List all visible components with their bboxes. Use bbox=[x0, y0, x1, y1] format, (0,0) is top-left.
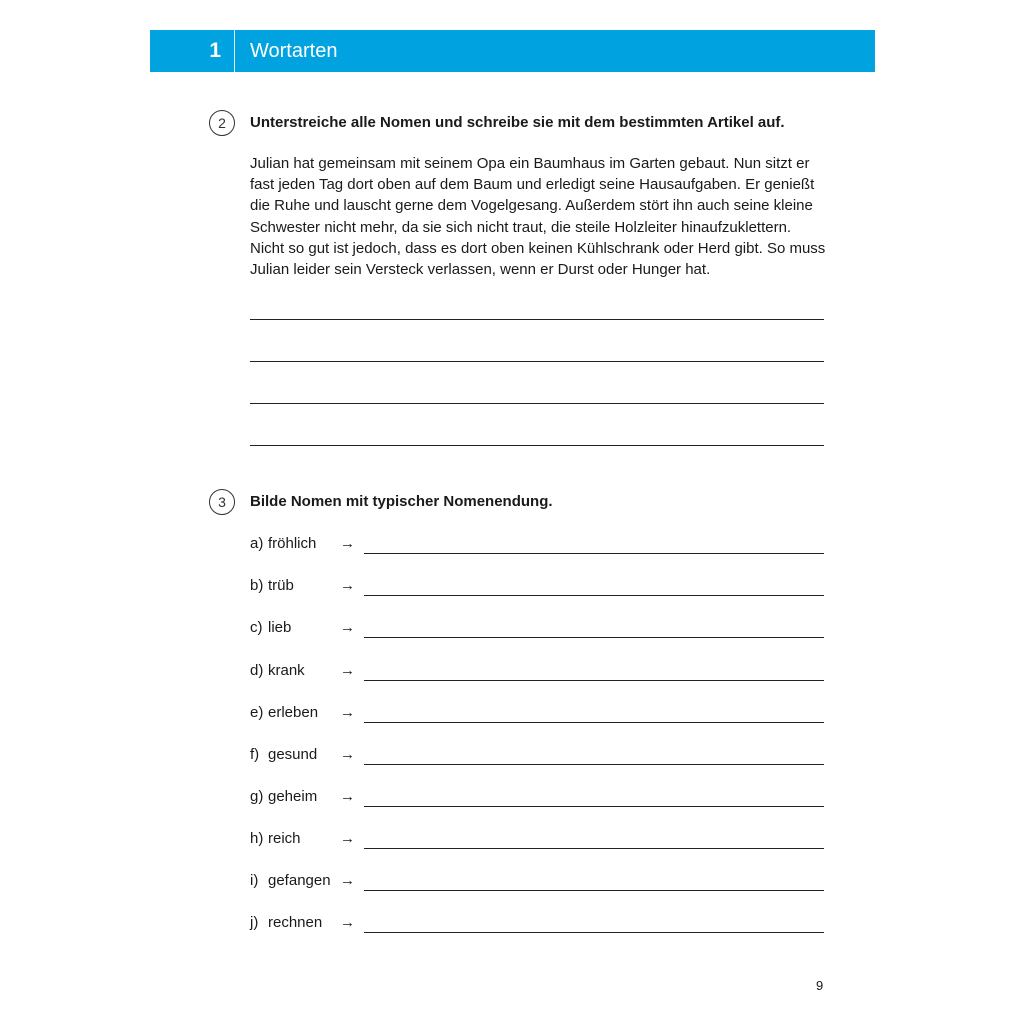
chapter-title: Wortarten bbox=[250, 40, 338, 62]
exercise-3-number: 3 bbox=[209, 489, 235, 515]
item-word: fröhlich bbox=[268, 535, 317, 552]
item-letter: d) bbox=[250, 662, 264, 679]
passage-line: die Ruhe und lauscht gerne dem Vogelgesang. Außerdem stört ihn auch seine kleine bbox=[250, 197, 813, 215]
item-word: erleben bbox=[268, 704, 319, 721]
item-letter: e) bbox=[250, 704, 264, 721]
word-item bbox=[250, 829, 824, 849]
passage-line: Julian hat gemeinsam mit seinem Opa ein Baumhaus im Garten gebaut. Nun sitzt er bbox=[250, 155, 810, 172]
passage-line: fast jeden Tag dort oben auf dem Baum und erledigt seine Hausaufgaben. Er genießt bbox=[250, 176, 815, 194]
arrow-icon: → bbox=[340, 619, 355, 636]
arrow-icon: → bbox=[340, 662, 355, 679]
item-letter: j) bbox=[250, 914, 259, 931]
answer-line[interactable] bbox=[364, 680, 824, 681]
answer-line[interactable] bbox=[364, 595, 824, 596]
item-word: rechnen bbox=[268, 914, 323, 931]
answer-line[interactable] bbox=[364, 806, 824, 807]
item-letter: a) bbox=[250, 535, 264, 552]
item-word: trüb bbox=[268, 577, 294, 594]
writing-line[interactable] bbox=[250, 445, 824, 446]
exercise-2-passage bbox=[250, 153, 850, 280]
passage-line: Nicht so gut ist jedoch, dass es dort oben keinen Kühlschrank oder Herd gibt. So muss bbox=[250, 239, 826, 257]
arrow-icon: → bbox=[340, 788, 355, 805]
item-word: lieb bbox=[268, 619, 292, 636]
arrow-icon: → bbox=[340, 746, 355, 763]
answer-line[interactable] bbox=[364, 890, 824, 891]
passage-line: Schwester nicht mehr, da sie sich nicht traut, die steile Holzleiter hinaufzuklettern. bbox=[250, 218, 792, 236]
item-letter: g) bbox=[250, 788, 264, 805]
exercise-2-instruction: Unterstreiche alle Nomen und schreibe sie mit dem bestimmten Artikel auf. bbox=[250, 114, 785, 131]
passage-line: Julian leider sein Versteck verlassen, wenn er Durst oder Hunger hat. bbox=[250, 261, 711, 279]
writing-line[interactable] bbox=[250, 319, 824, 320]
item-letter: i) bbox=[250, 872, 259, 889]
exercise-3-instruction: Bilde Nomen mit typischer Nomenendung. bbox=[250, 493, 553, 510]
item-letter: b) bbox=[250, 577, 264, 594]
page-number: 9 bbox=[816, 978, 824, 993]
arrow-icon: → bbox=[340, 830, 355, 847]
arrow-icon: → bbox=[340, 577, 355, 594]
header-divider bbox=[234, 30, 235, 72]
word-item bbox=[250, 576, 824, 596]
item-word: reich bbox=[268, 830, 301, 847]
writing-line[interactable] bbox=[250, 403, 824, 404]
writing-line[interactable] bbox=[250, 361, 824, 362]
chapter-number: 1 bbox=[209, 39, 221, 62]
word-item bbox=[250, 618, 824, 638]
arrow-icon: → bbox=[340, 535, 355, 552]
word-item bbox=[250, 787, 824, 807]
exercise-2-number: 2 bbox=[209, 110, 235, 136]
word-item bbox=[250, 703, 824, 723]
answer-line[interactable] bbox=[364, 848, 824, 849]
item-letter: f) bbox=[250, 746, 260, 763]
arrow-icon: → bbox=[340, 704, 355, 721]
chapter-header bbox=[150, 30, 875, 72]
answer-line[interactable] bbox=[364, 722, 824, 723]
word-item bbox=[250, 913, 824, 933]
item-word: krank bbox=[268, 662, 305, 679]
answer-line[interactable] bbox=[364, 932, 824, 933]
item-letter: h) bbox=[250, 830, 264, 847]
word-item bbox=[250, 871, 824, 891]
item-word: gesund bbox=[268, 746, 318, 763]
item-word: geheim bbox=[268, 788, 318, 805]
answer-line[interactable] bbox=[364, 553, 824, 554]
arrow-icon: → bbox=[340, 872, 355, 889]
word-item bbox=[250, 534, 824, 554]
word-item bbox=[250, 661, 824, 681]
answer-line[interactable] bbox=[364, 637, 824, 638]
word-item bbox=[250, 745, 824, 765]
arrow-icon: → bbox=[340, 914, 355, 931]
item-letter: c) bbox=[250, 619, 263, 636]
item-word: gefangen bbox=[268, 872, 331, 889]
answer-line[interactable] bbox=[364, 764, 824, 765]
